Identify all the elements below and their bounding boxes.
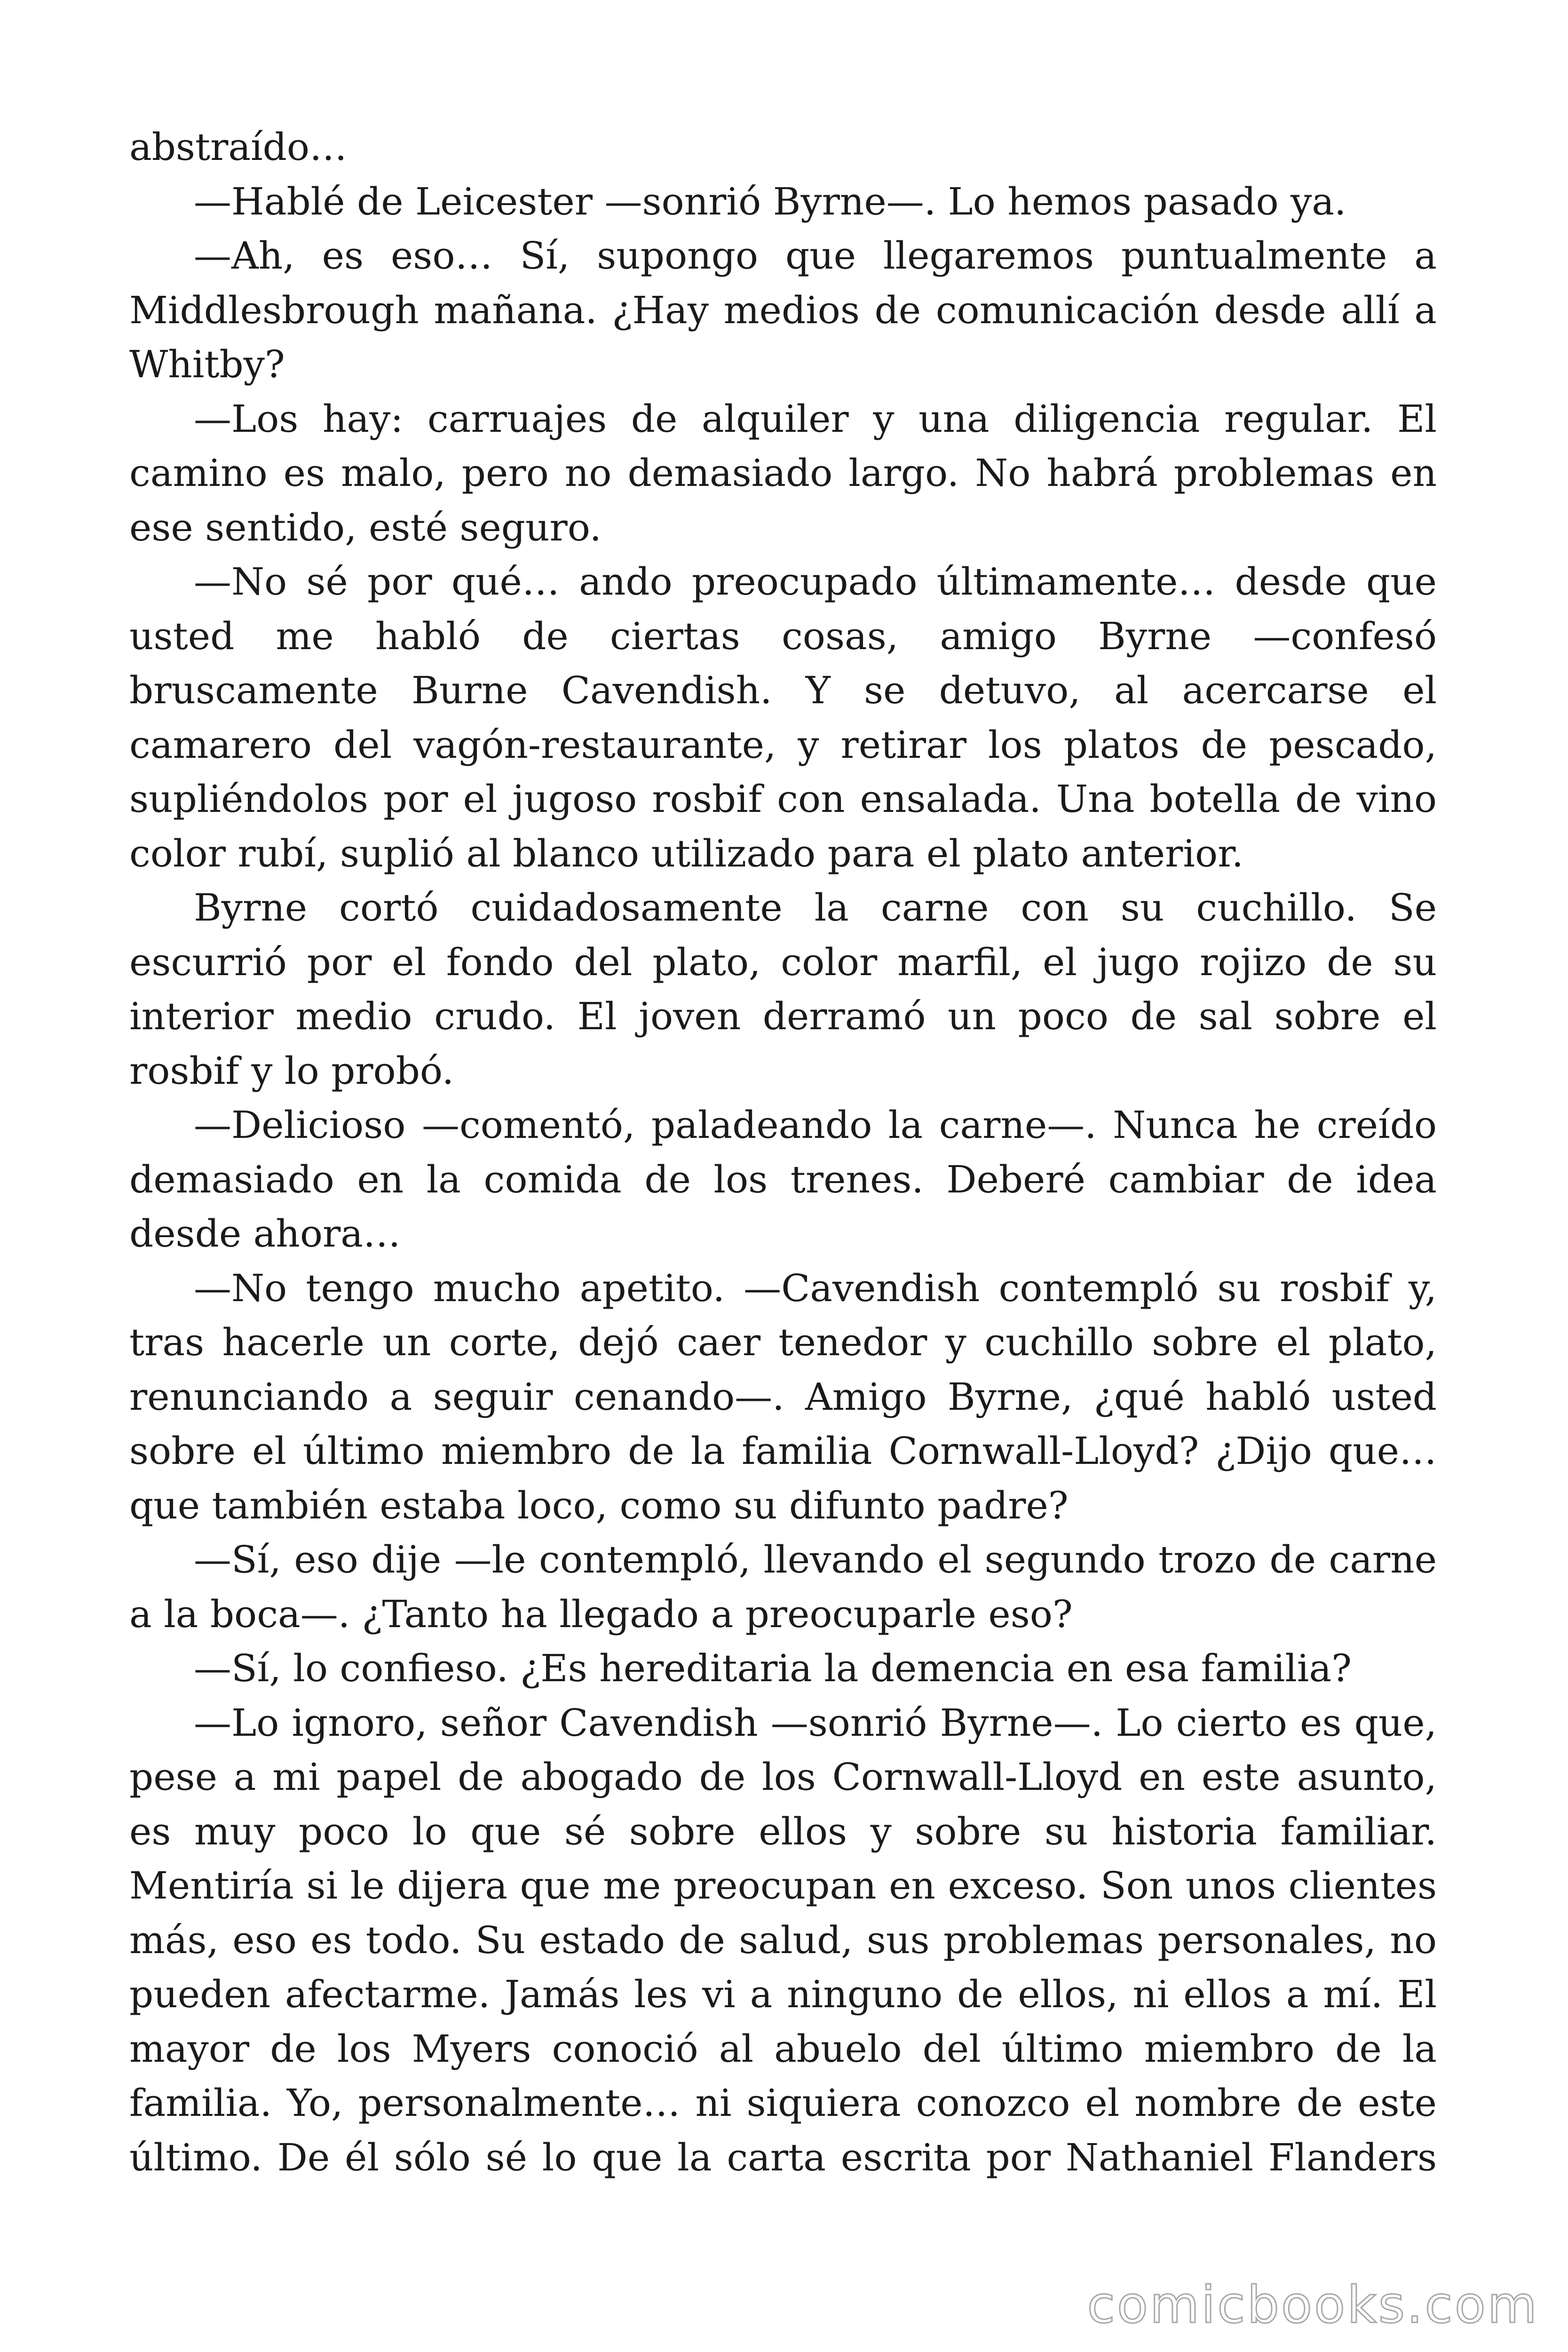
paragraph-3: —Ah, es eso… Sí, supongo que llegaremos puntualmente a Middlesbrough mañana. ¿Hay medios de comunicación desde allí a Whitby?	[129, 234, 1437, 386]
paragraph-6: Byrne cortó cuidadosamente la carne con su cuchillo. Se escurrió por el fondo del plato, color marfil, el jugo rojizo de su interior medio crudo. El joven derramó un poco de sal sobre el rosbif y lo probó.	[129, 886, 1437, 1093]
paragraph-10: —Sí, lo confieso. ¿Es hereditaria la demencia en esa familia?	[194, 1646, 1352, 1690]
body-text	[129, 120, 1437, 2185]
paragraph-2: —Hablé de Leicester —sonrió Byrne—. Lo hemos pasado ya.	[194, 179, 1346, 223]
paragraph-1: abstraído…	[129, 125, 348, 169]
paragraph-7: —Delicioso —comentó, paladeando la carne—. Nunca he creído demasiado en la comida de los trenes. Deberé cambiar de idea desde ahora…	[129, 1103, 1437, 1255]
site-watermark: comicbooks.com	[1087, 2276, 1539, 2335]
paragraph-4: —Los hay: carruajes de alquiler y una diligencia regular. El camino es malo, pero no demasiado largo. No habrá problemas en ese sentido, esté seguro.	[129, 397, 1437, 549]
paragraph-11: —Lo ignoro, señor Cavendish —sonrió Byrne—. Lo cierto es que, pese a mi papel de abogado de los Cornwall-Lloyd en este asunto, es muy poco lo que sé sobre ellos y sobre su historia familiar. Mentiría si le dijera que me preocupan en exceso. Son unos clientes más, eso es todo. Su estado de salud, sus problemas personales, no pueden afectarme. Jamás les vi a ninguno de ellos, ni ellos a mí. El mayor de los Myers conoció al abuelo del último miembro de la familia. Yo, personalmente… ni siquiera conozco el nombre de este último. De él sólo sé lo que la carta escrita por Nathaniel Flanders	[129, 1700, 1437, 2179]
paragraph-9: —Sí, eso dije —le contempló, llevando el segundo trozo de carne a la boca—. ¿Tanto ha llegado a preocuparle eso?	[129, 1538, 1437, 1636]
paragraph-5: —No sé por qué… ando preocupado últimamente… desde que usted me habló de ciertas cosas, amigo Byrne —confesó bruscamente Burne Cavendish. Y se detuvo, al acercarse el camarero del vagón-restaurante, y retirar los platos de pescado, supliéndolos por el jugoso rosbif con ensalada. Una botella de vino color rubí, suplió al blanco utilizado para el plato anterior.	[129, 560, 1437, 875]
paragraph-8: —No tengo mucho apetito. —Cavendish contempló su rosbif y, tras hacerle un corte, dejó caer tenedor y cuchillo sobre el plato, renunciando a seguir cenando—. Amigo Byrne, ¿qué habló usted sobre el último miembro de la familia Cornwall-Lloyd? ¿Dijo que… que también estaba loco, como su difunto padre?	[129, 1266, 1437, 1527]
